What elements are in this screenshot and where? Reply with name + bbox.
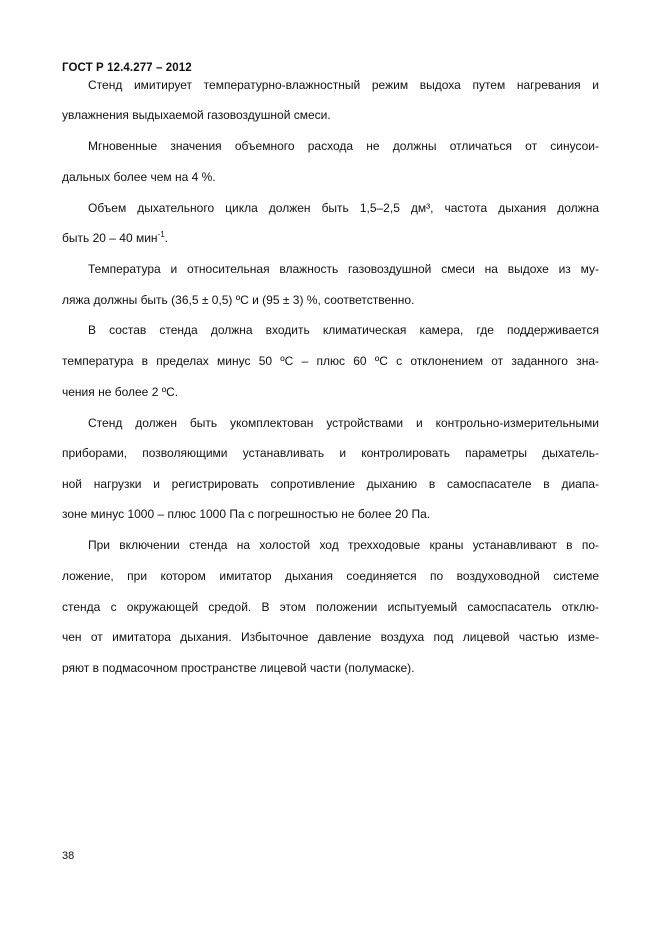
paragraph-7-line-5: ряют в подмасочном пространстве лицевой части (полумаске).: [62, 661, 415, 675]
paragraph-4-line-1: Температура и относительная влажность газовоздушной смеси на выдохе из му-: [88, 262, 599, 276]
paragraph-6-line-3: ной нагрузки и регистрировать сопротивление дыханию в самоспасателе в диапа-: [62, 477, 599, 491]
paragraph-5-line-2: температура в пределах минус 50 ºС – плюс 60 ºС с отклонением от заданного зна-: [62, 354, 599, 368]
paragraph-1-line-1: Стенд имитирует температурно-влажностный режим выдоха путем нагревания и: [88, 78, 599, 92]
paragraph-3-line-1: Объем дыхательного цикла должен быть 1,5–2,5 дм³, частота дыхания должна: [88, 201, 599, 215]
paragraph-1-line-2: увлажнения выдыхаемой газовоздушной смеси.: [62, 108, 331, 122]
paragraph-2-line-1: Мгновенные значения объемного расхода не должны отличаться от синусои-: [88, 139, 599, 153]
paragraph-6-line-1: Стенд должен быть укомплектован устройствами и контрольно-измерительными: [88, 416, 599, 430]
paragraph-7-line-3: стенда с окружающей средой. В этом положении испытуемый самоспасатель отклю-: [62, 600, 599, 614]
paragraph-6-line-4: зоне минус 1000 – плюс 1000 Па с погрешностью не более 20 Па.: [62, 507, 431, 521]
paragraph-5-line-3: чения не более 2 ºС.: [62, 385, 179, 399]
page-header: ГОСТ Р 12.4.277 – 2012: [62, 62, 192, 74]
superscript-minus-one: -1: [157, 231, 165, 239]
paragraph-3-period: .: [164, 231, 168, 245]
paragraph-7-line-2: ложение, при котором имитатор дыхания соединяется по воздуховодной системе: [62, 569, 599, 583]
paragraph-3-line-2-text: быть 20 – 40 мин: [62, 231, 158, 245]
paragraph-7-line-4: чен от имитатора дыхания. Избыточное давление воздуха под лицевой частью изме-: [62, 630, 599, 644]
paragraph-5-line-1: В состав стенда должна входить климатическая камера, где поддерживается: [88, 323, 599, 337]
paragraph-4-line-2: ляжа должны быть (36,5 ± 0,5) ºС и (95 ± 3) %, соответственно.: [62, 293, 415, 307]
paragraph-6-line-2: приборами, позволяющими устанавливать и контролировать параметры дыхатель-: [62, 446, 599, 460]
paragraph-3-line-2: [62, 231, 599, 245]
page-number: 38: [62, 850, 75, 862]
paragraph-7-line-1: При включении стенда на холостой ход трехходовые краны устанавливают в по-: [88, 538, 599, 552]
paragraph-2-line-2: дальных более чем на 4 %.: [62, 170, 216, 184]
